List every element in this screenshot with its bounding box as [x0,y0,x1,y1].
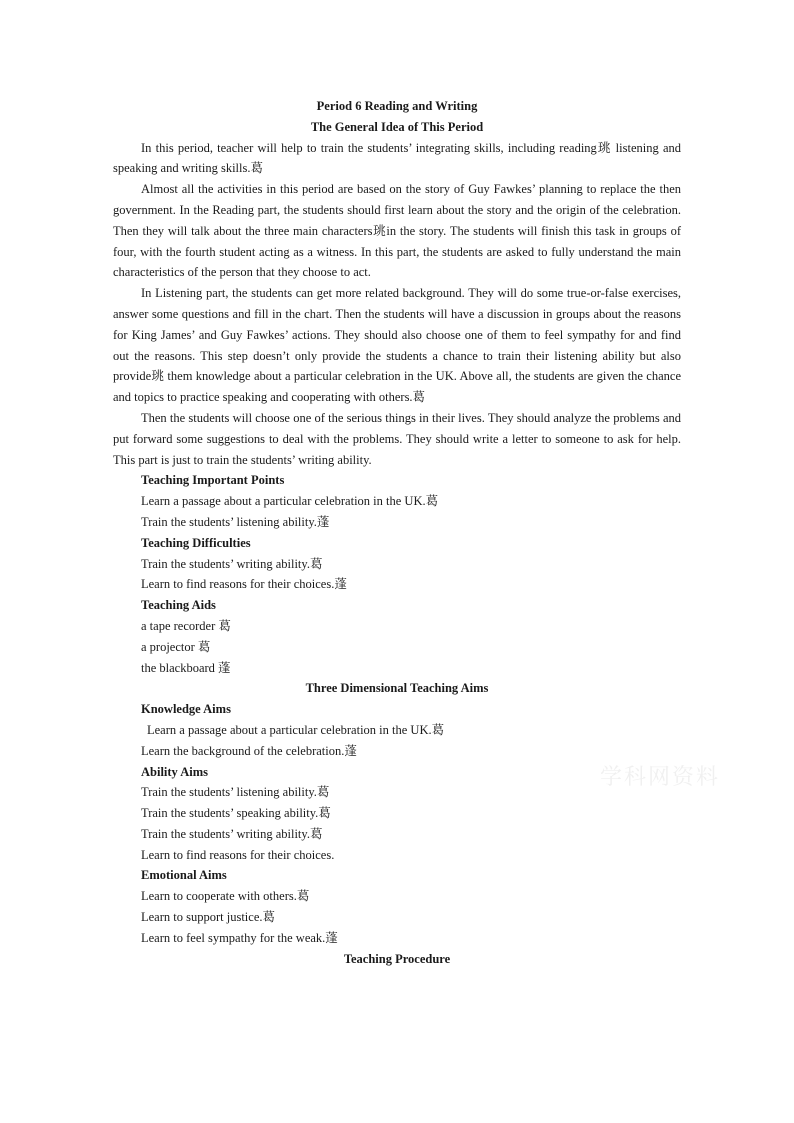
aid-item: the blackboard 蓬 [141,660,231,675]
emotional-aims-heading: Emotional Aims [141,868,227,883]
ability-aim-item: Learn to find reasons for their choices. [141,847,335,862]
emotional-aim-item: Learn to support justice.葛 [141,910,275,925]
difficulty-item: Learn to find reasons for their choices.蓬 [141,577,347,592]
ability-aims-heading: Ability Aims [141,764,209,779]
knowledge-aim-item: Learn a passage about a particular celebration in the UK.葛 [147,722,445,737]
intro-paragraph: In this period, teacher will help to train the students’ integrating skills, including reading珧 listening and speaking and writing skills.葛 [113,140,681,176]
emotional-aim-item: Learn to feel sympathy for the weak.蓬 [141,930,338,945]
listening-paragraph: In Listening part, the students can get more related background. They will do some true-or-false exercises, answer some questions and fill in the chart. Then the students will have a discussion in groups about the reasons for King James’ and Guy Fawkes’ actions. They should also choose one of them to feel sympathy for and find out the reasons. This step doesn’t only provide the students a chance to train their listening ability but also provide珧 them knowledge about a particular celebration in the UK. Above all, the students are given the chance and topics to practice speaking and cooperating with others.葛 [113,286,681,405]
aid-item: a tape recorder 葛 [141,618,231,633]
writing-paragraph: Then the students will choose one of the serious things in their lives. They should analyze the problems and put forward some suggestions to deal with the problems. They should write a letter to someone to ask for help. This part is just to train the students’ writing ability. [113,410,681,467]
ability-aim-item: Train the students’ writing ability.葛 [141,826,323,841]
difficulties-heading: Teaching Difficulties [141,535,251,550]
emotional-aim-item: Learn to cooperate with others.葛 [141,889,310,904]
knowledge-aims-heading: Knowledge Aims [141,702,231,717]
teaching-procedure-heading: Teaching Procedure [343,951,451,966]
aids-heading: Teaching Aids [141,598,216,613]
ability-aim-item: Train the students’ listening ability.葛 [141,785,330,800]
important-points-heading: Teaching Important Points [141,473,285,488]
activities-paragraph: Almost all the activities in this period are based on the story of Guy Fawkes’ planning to replace the then government. In the Reading part, the students should first learn about the story and the origin of the celebration. Then they will talk about the three main characters珧in the story. The students will finish this task in groups of four, with the fourth student acting as a witness. In this part, the students are asked to fully understand the main characteristics of the person that they choose to act. [113,182,681,280]
period-title: Period 6 Reading and Writing [316,99,478,113]
three-dimensional-aims-heading: Three Dimensional Teaching Aims [305,681,489,696]
aid-item: a projector 葛 [141,639,211,654]
difficulty-item: Train the students’ writing ability.葛 [141,556,323,571]
ability-aim-item: Train the students’ speaking ability.葛 [141,806,331,821]
important-point-item: Train the students’ listening ability.蓬 [141,514,330,529]
general-idea-heading: The General Idea of This Period [310,119,484,134]
knowledge-aim-item: Learn the background of the celebration.蓬 [141,743,357,758]
document-page [113,96,681,969]
important-point-item: Learn a passage about a particular celebration in the UK.葛 [141,494,439,509]
watermark: 学科网资料 [600,765,721,790]
